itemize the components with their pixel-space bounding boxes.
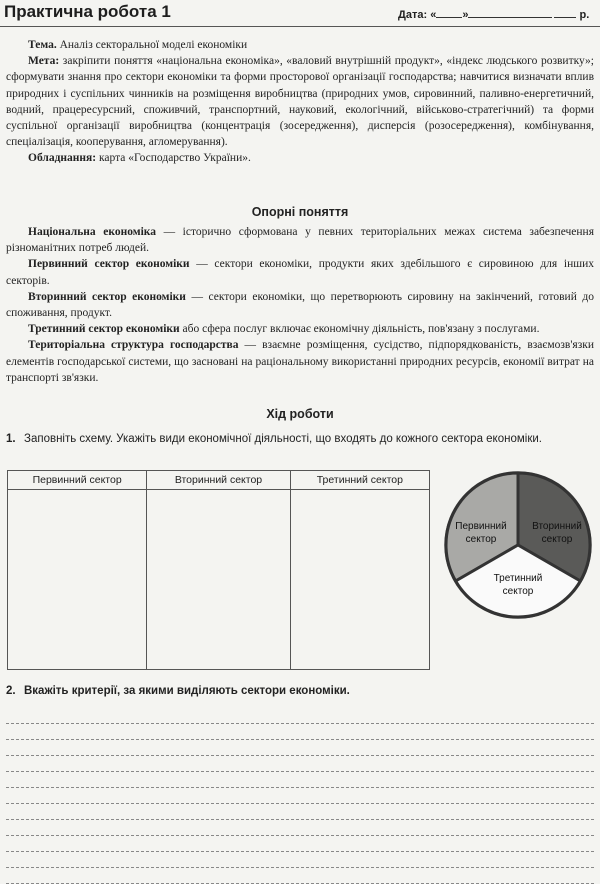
topic-line [6, 37, 594, 53]
date-day-blank [436, 7, 462, 18]
concept-definition: — історично сформована у певних територіальних межах система забезпечення різноманітних потреб людей. [6, 226, 594, 255]
answer-line[interactable] [6, 788, 594, 804]
answer-line[interactable] [6, 852, 594, 868]
concept-definition: або сфера послуг включає економічну діяльність, пов'язану з послугами. [179, 323, 540, 336]
goal-label: Мета: [28, 55, 60, 68]
concepts-title: Опорні поняття [251, 205, 349, 219]
goal-line [6, 53, 594, 150]
intro-block [6, 37, 594, 167]
answer-line[interactable] [6, 836, 594, 852]
answer-line[interactable] [6, 868, 594, 884]
concepts-list [6, 224, 594, 386]
date-year-suffix: р. [579, 9, 590, 21]
pie-label-primary-1: Первинний [455, 521, 507, 532]
cell-secondary-sector[interactable] [147, 490, 290, 670]
concept-definition: — сектори економіки, що перетворюють сировину на закінчений, готовий до споживання, продукт. [6, 290, 594, 320]
header-divider [0, 26, 600, 27]
concept-term: Національна економіка [28, 226, 156, 238]
cell-tertiary-sector[interactable] [290, 490, 429, 670]
answer-line[interactable] [6, 740, 594, 756]
date-month-blank [468, 7, 552, 18]
answer-line[interactable] [6, 708, 594, 724]
task-2 [6, 683, 594, 699]
cell-primary-sector[interactable] [8, 490, 147, 670]
goal-text: закріпити поняття «національна економіка», «валовий внутрішній продукт», «індекс людського розвитку»; сформувати знання про сектори економіки та форми просторової організації господарства; навчитися визначати вплив природних і суспільних чинників на розміщення виробництва (природних умов, сировинний, паливно-енергетичний, водний, працересурсний, споживчий, транспортний, науковий, екологічний, військово-стратегічний) та форми суспільної організації виробництва (концентрація (зосередження), дисперсія (розосередження), комбінування, спеціалізація, кооперування, агломерування). [6, 55, 594, 149]
concept-term: Територіальна структура господарства [28, 339, 239, 352]
answer-lines[interactable] [6, 708, 594, 884]
concept-term: Вторинний сектор економіки [28, 290, 186, 303]
answer-line[interactable] [6, 756, 594, 772]
date-quote-close: » [462, 9, 469, 21]
task-number: 1. [6, 433, 16, 445]
concept-term: Третинний сектор економіки [28, 323, 180, 336]
answer-line[interactable] [6, 804, 594, 820]
concept-definition: — сектори економіки, продукти яких здебільшого є сировиною для інших секторів. [6, 258, 595, 287]
sectors-pie-diagram [443, 470, 593, 620]
pie-label-secondary-2: сектор [541, 534, 573, 545]
concept-term: Первинний сектор економіки [28, 258, 190, 271]
pie-label-primary-2: сектор [465, 534, 497, 545]
task-1 [6, 431, 594, 447]
date-year-blank [554, 7, 576, 18]
concept-item [6, 337, 594, 386]
topic-text: Аналіз секторальної моделі економіки [59, 39, 248, 51]
concept-item [6, 224, 594, 256]
header-secondary-sector: Вторинний сектор [147, 471, 290, 490]
answer-line[interactable] [6, 724, 594, 740]
pie-label-secondary-1: Вторинний [532, 521, 582, 532]
pie-label-tertiary-1: Третинний [493, 573, 543, 584]
concept-definition: — взаємне розміщення, сусідство, підпорядкованість, взаємозв'язки елементів господарської системи, що засновані на раціональному використанні природних ресурсів, економії витрат на транспорті зв'язки. [6, 339, 594, 384]
pie-label-tertiary-2: сектор [502, 586, 534, 597]
answer-line[interactable] [6, 772, 594, 788]
concept-item [6, 289, 594, 321]
page-title: Практична робота 1 [4, 2, 171, 21]
sectors-table [7, 470, 430, 670]
header-tertiary-sector: Третинний сектор [290, 471, 429, 490]
date-label: Дата: [398, 9, 428, 21]
equipment-line [6, 150, 594, 166]
topic-label: Тема. [28, 39, 57, 51]
concept-item [6, 321, 594, 337]
equipment-text: карта «Господарство України». [98, 152, 251, 165]
concept-item [6, 256, 594, 288]
date-field [398, 7, 589, 21]
answer-line[interactable] [6, 820, 594, 836]
task-text: Заповніть схему. Укажіть види економічної діяльності, що входять до кожного сектора економіки. [24, 433, 542, 445]
equipment-label: Обладнання: [28, 152, 97, 165]
task-text: Вкажіть критерії, за якими виділяють сектори економіки. [24, 685, 350, 697]
task-number: 2. [6, 685, 16, 697]
date-quote-open: « [430, 9, 437, 21]
header-primary-sector: Первинний сектор [8, 471, 147, 490]
work-title: Хід роботи [266, 407, 334, 421]
